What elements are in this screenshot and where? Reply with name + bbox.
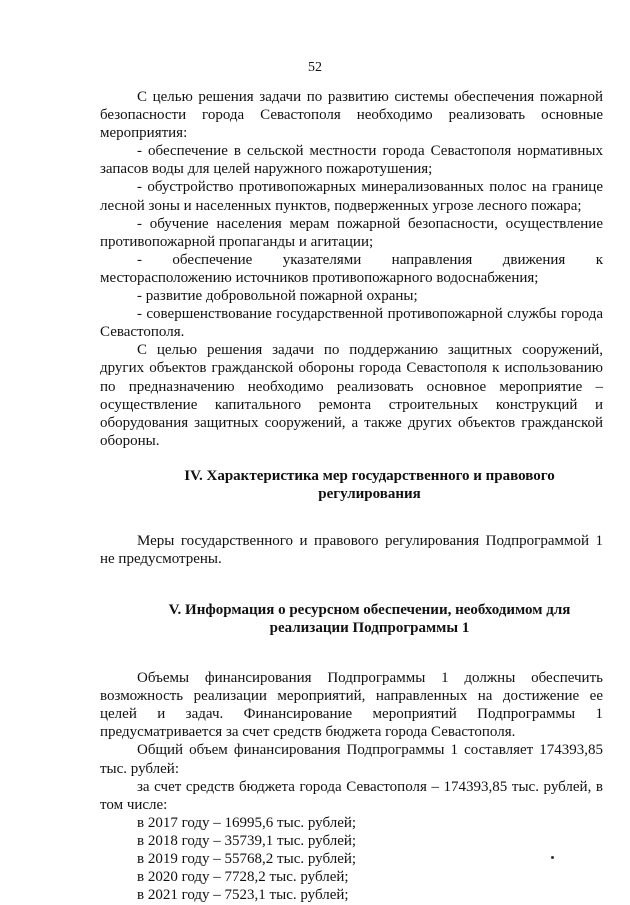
total-funding-paragraph: Общий объем финансирования Подпрограммы 1 составляет 174393,85 тыс. рублей: — [100, 742, 603, 777]
civil-defense-paragraph: С целью решения задачи по поддержанию защитных сооружений, других объектов гражданской обороны города Севастополя к использованию по предназначению необходимо реализовать основное мероприятие – осуществление капитального ремонта строительных конструкций и оборудования защитных сооружений, а также других объектов гражданской обороны. — [100, 342, 603, 449]
measure-item-4: - обеспечение указателями направления движения к месторасположению источников противопожарного водоснабжения; — [100, 251, 603, 286]
funding-year-2018: в 2018 году – 35739,1 тыс. рублей; — [137, 832, 357, 849]
section-5-heading — [100, 601, 603, 637]
section-4-heading-line2: регулирования — [318, 485, 421, 502]
scan-speck — [551, 856, 554, 859]
section-4-text: Меры государственного и правового регулирования Подпрограммой 1 не предусмотрены. — [100, 532, 603, 567]
measure-item-2: - обустройство противопожарных минерализованных полос на границе лесной зоны и населенных пунктов, подверженных угрозе лесного пожара; — [100, 179, 603, 214]
document-body — [100, 88, 603, 904]
funding-year-2019: в 2019 году – 55768,2 тыс. рублей; — [137, 851, 357, 867]
section-4-heading — [100, 467, 603, 503]
section-5-heading-line1: V. Информация о ресурсном обеспечении, необходимом для — [168, 602, 571, 619]
intro-paragraph: С целью решения задачи по развитию системы обеспечения пожарной безопасности города Севастополя необходимо реализовать основные мероприятия: — [100, 89, 603, 142]
funding-paragraph: Объемы финансирования Подпрограммы 1 должны обеспечить возможность реализации мероприятий, направленных на достижение ее целей и задач. Финансирование мероприятий Подпрограммы 1 предусматривается за счет средств бюджета города Севастополя. — [100, 670, 603, 741]
measure-item-1: - обеспечение в сельской местности города Севастополя нормативных запасов воды для целей наружного пожаротушения; — [100, 143, 603, 178]
measure-item-6: - совершенствование государственной противопожарной службы города Севастополя. — [100, 306, 603, 341]
funding-year-2020: в 2020 году – 7728,2 тыс. рублей; — [137, 869, 349, 886]
section-5-heading-line2: реализации Подпрограммы 1 — [269, 620, 470, 637]
measure-item-5: - развитие добровольной пожарной охраны; — [137, 288, 418, 305]
page-number: 52 — [308, 60, 322, 75]
measure-item-3: - обучение населения мерам пожарной безопасности, осуществление противопожарной пропаганды и агитации; — [100, 215, 603, 250]
funding-by-year-list — [100, 814, 603, 904]
funding-year-2017: в 2017 году – 16995,6 тыс. рублей; — [137, 814, 357, 831]
section-4-heading-line1: IV. Характеристика мер государственного и правового — [184, 467, 555, 484]
funding-year-2021: в 2021 году – 7523,1 тыс. рублей; — [137, 887, 349, 904]
budget-funding-paragraph: за счет средств бюджета города Севастополя – 174393,85 тыс. рублей, в том числе: — [100, 778, 603, 813]
